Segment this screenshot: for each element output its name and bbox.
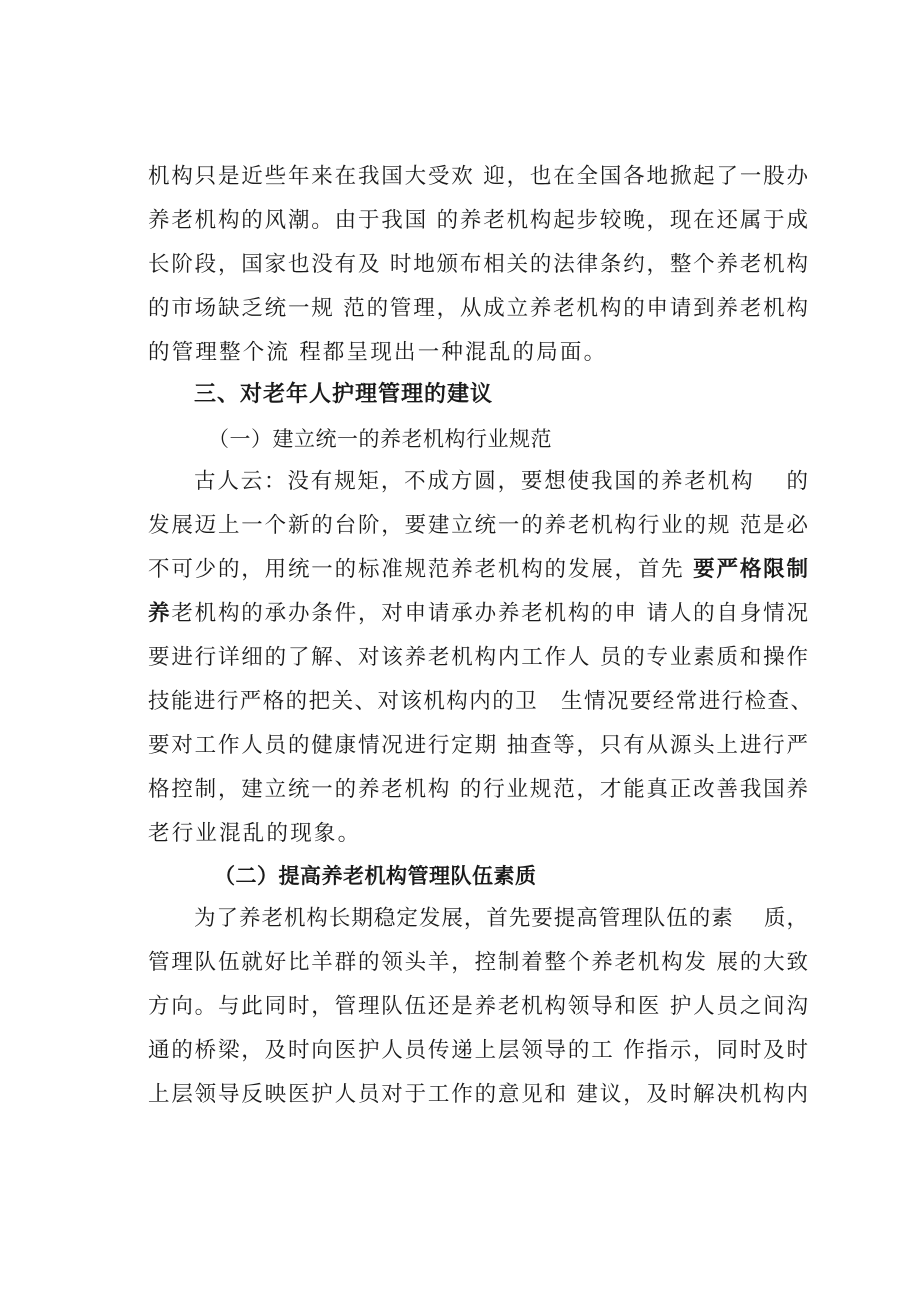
paragraph-line: 要进行详细的了解、对该养老机构内工作人 员的专业素质和操作 <box>148 645 808 670</box>
paragraph-line: 技能进行严格的把关、对该机构内的卫 生情况要经常进行检查、 <box>148 689 812 714</box>
paragraph-line: 发展迈上一个新的台阶，要建立统一的养老机构行业的规 范是必 <box>148 513 808 538</box>
bold-text-run: 要严格限制 <box>693 557 808 582</box>
paragraph-line: 机构只是近些年来在我国大受欢 迎，也在全国各地掀起了一股办 <box>148 164 808 189</box>
paragraph-line: 格控制，建立统一的养老机构 的行业规范，才能真正改善我国养 <box>148 777 808 802</box>
paragraph-line: 养老机构的风潮。由于我国 的养老机构起步较晚，现在还属于成 <box>148 208 808 233</box>
paragraph-line: 的市场缺乏统一规 范的管理，从成立养老机构的申请到养老机构 <box>148 296 808 321</box>
paragraph-line <box>148 555 808 585</box>
paragraph-line: 古人云：没有规矩，不成方圆，要想使我国的养老机构 的 <box>194 469 808 494</box>
section-heading: 三、对老年人护理管理的建议 <box>194 382 494 407</box>
paragraph-line: 长阶段，国家也没有及 时地颁布相关的法律条约，整个养老机构 <box>148 252 808 277</box>
paragraph-line: 老行业混乱的现象。 <box>148 821 362 846</box>
paragraph-line <box>148 599 808 629</box>
paragraph-line: 通的桥梁，及时向医护人员传递上层领导的工 作指示，同时及时 <box>148 1038 808 1063</box>
paragraph-line: 要对工作人员的健康情况进行定期 抽查等，只有从源头上进行严 <box>148 733 808 758</box>
bold-text-run: 养 <box>148 601 172 626</box>
subsection-heading: （二）提高养老机构管理队伍素质 <box>214 864 537 888</box>
paragraph-line: 为了养老机构长期稳定发展，首先要提高管理队伍的素 质， <box>194 906 808 931</box>
text-run: 老机构的承办条件，对申请承办养老机构的申 请人的自身情况 <box>171 601 808 626</box>
paragraph-line: 管理队伍就好比羊群的领头羊，控制着整个养老机构发 展的大致 <box>148 950 808 975</box>
paragraph-line: 的管理整个流 程都呈现出一种混乱的局面。 <box>148 340 608 365</box>
text-run: 不可少的，用统一的标准规范养老机构的发展，首先 <box>148 557 694 582</box>
paragraph-line: 上层领导反映医护人员对于工作的意见和 建议，及时解决机构内 <box>148 1082 808 1107</box>
paragraph-line: 方向。与此同时，管理队伍还是养老机构领导和医 护人员之间沟 <box>148 994 808 1019</box>
subsection-heading: （一）建立统一的养老机构行业规范 <box>208 427 552 451</box>
